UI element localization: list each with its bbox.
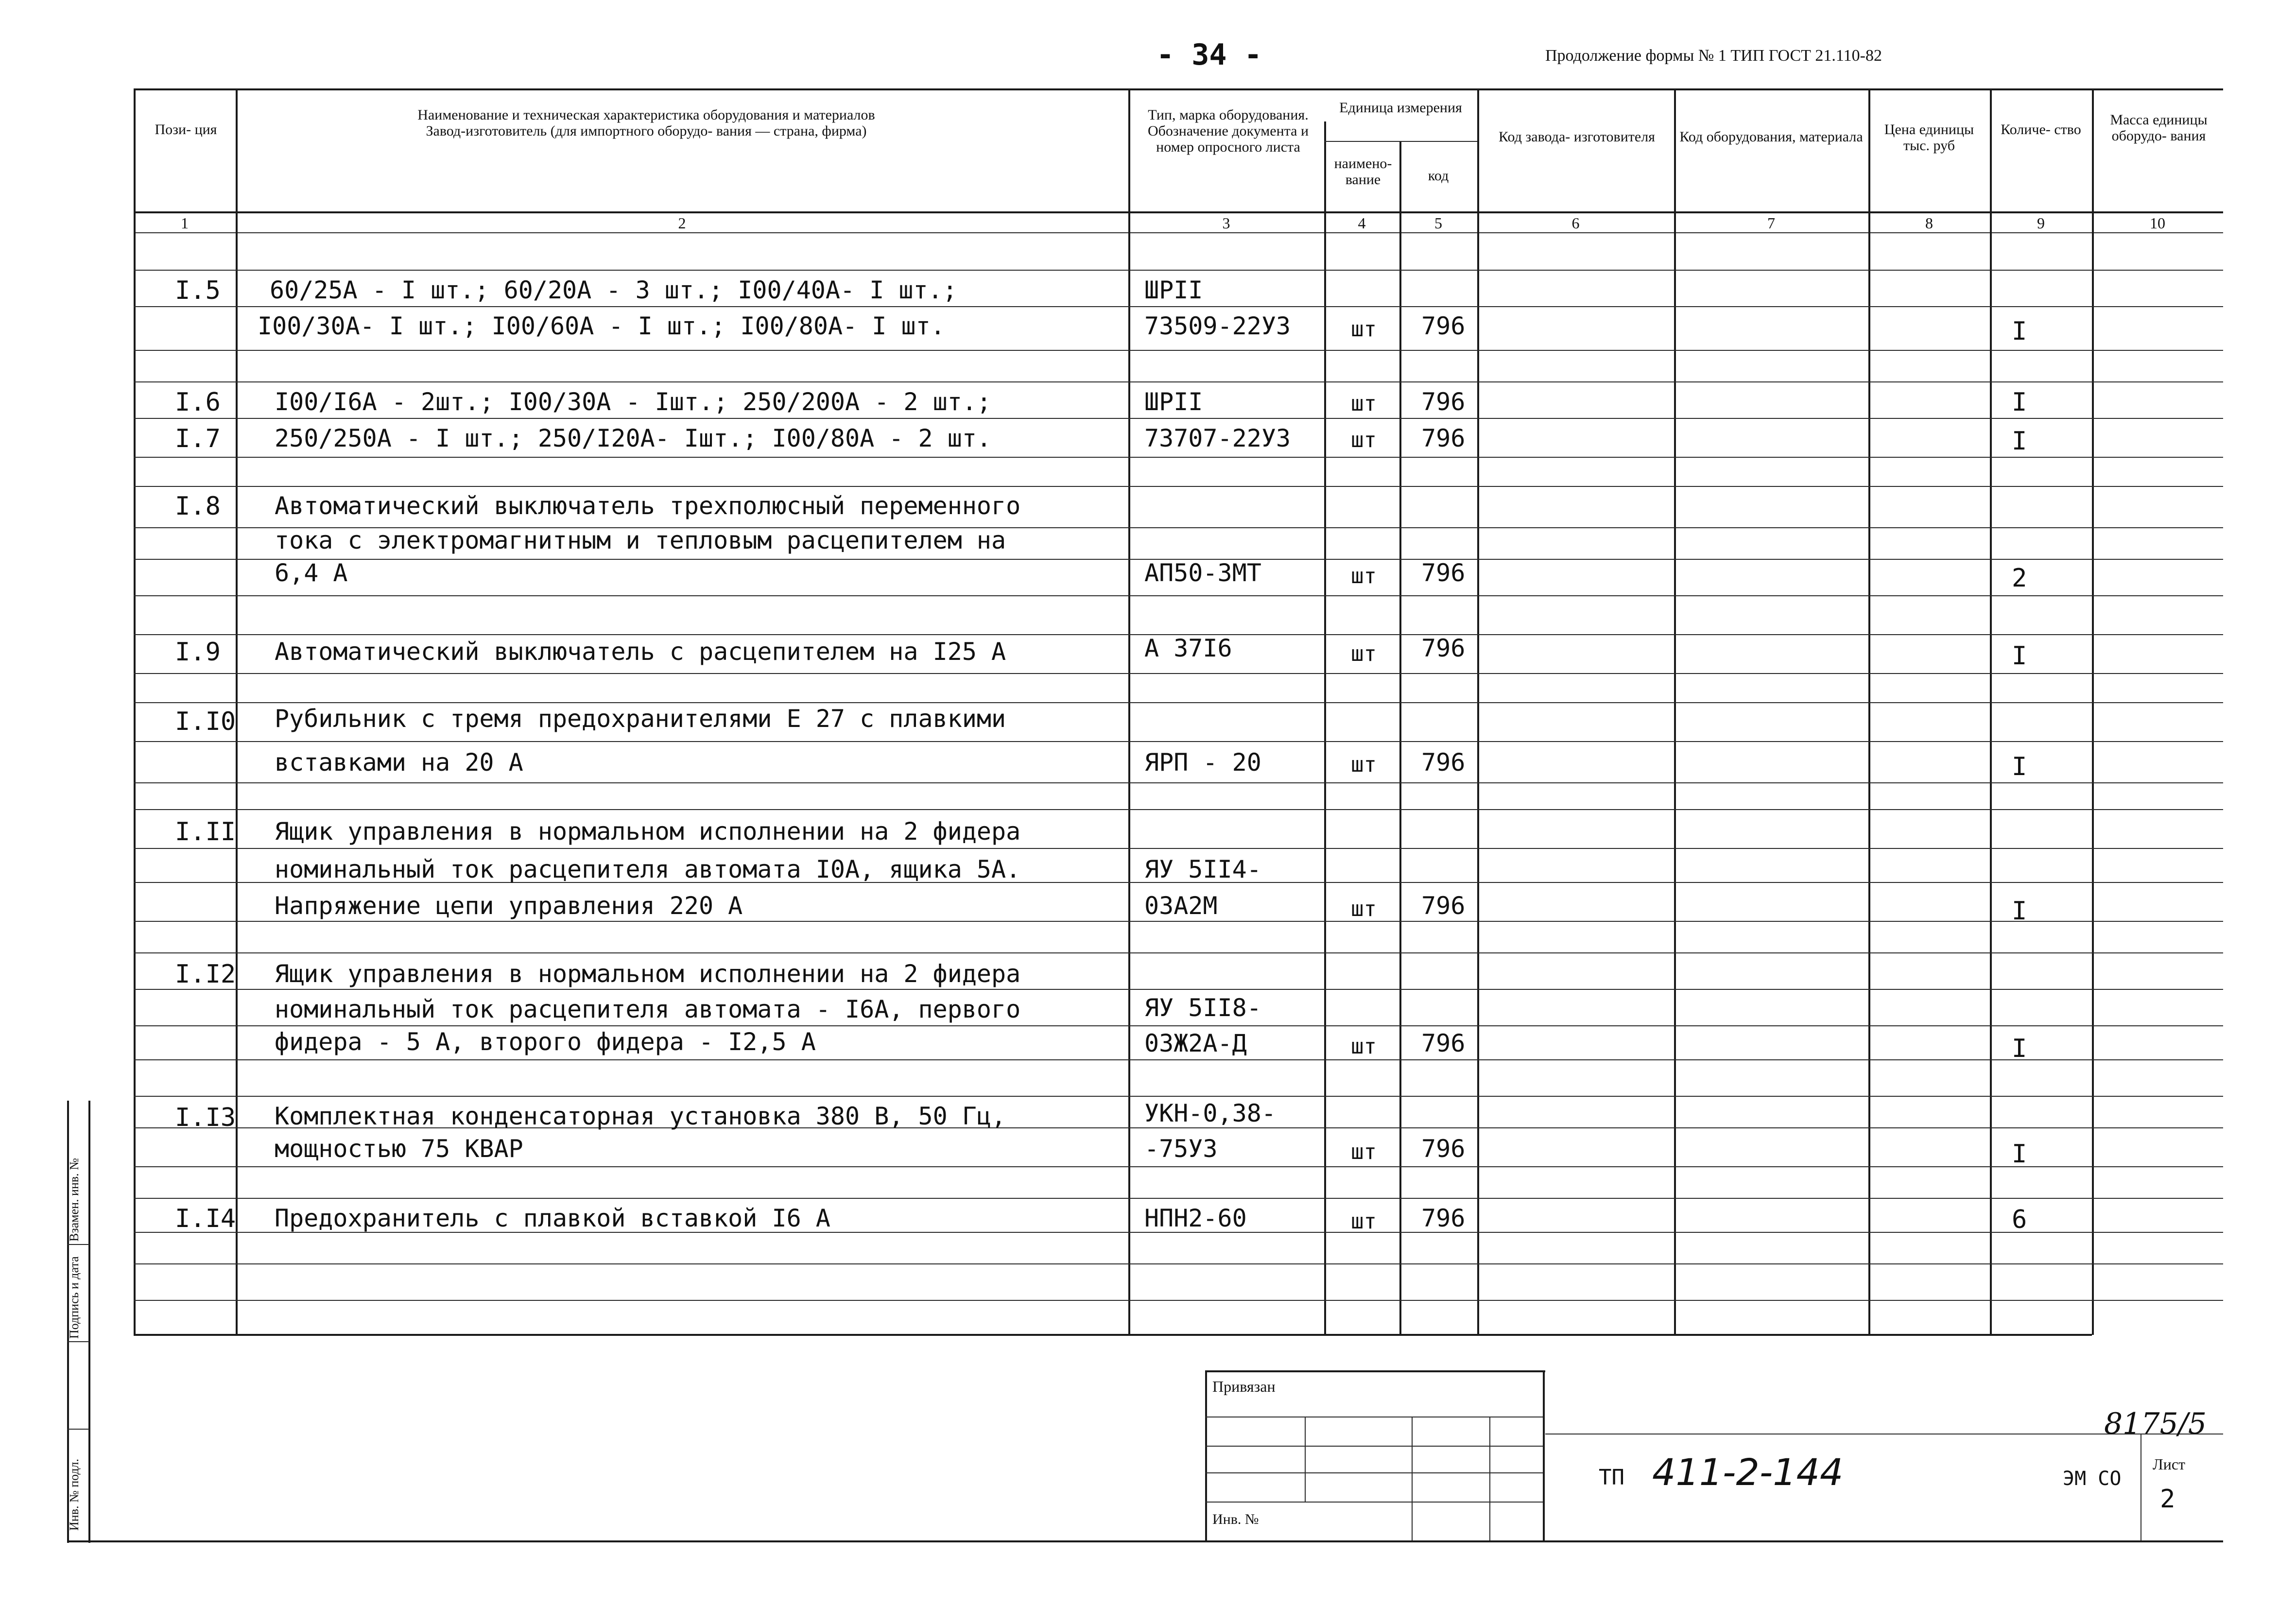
row-type-line: ЯРП - 20 xyxy=(1144,748,1261,777)
row-type-line: А 37I6 xyxy=(1144,634,1232,662)
row-unit-code: 796 xyxy=(1421,1204,1466,1232)
row-description-line: I00/30А- I шт.; I00/60А - I шт.; I00/80А- I шт. xyxy=(258,312,945,340)
row-description-line: 250/250А - I шт.; 250/I20А- Iшт.; I00/80А - 2 шт. xyxy=(275,424,992,452)
row-description-line: номинальный ток расцепителя автомата - I6А, первого xyxy=(275,995,1021,1023)
row-quantity: 6 xyxy=(2012,1205,2027,1234)
row-unit-code: 796 xyxy=(1421,312,1466,340)
row-quantity: 2 xyxy=(2012,564,2027,593)
col-number: 7 xyxy=(1767,214,1775,232)
row-quantity: I xyxy=(2012,1034,2027,1063)
row-unit: шт xyxy=(1351,641,1377,666)
row-unit-code: 796 xyxy=(1421,388,1466,416)
row-unit: шт xyxy=(1351,897,1377,921)
sheet-code: ЭМ СО xyxy=(2063,1468,2122,1490)
row-unit: шт xyxy=(1351,317,1377,342)
row-description-line: Комплектная конденсаторная установка 380 В, 50 Гц, xyxy=(275,1102,1006,1130)
handwritten-number: 8175/5 xyxy=(2104,1407,2207,1441)
row-unit-code: 796 xyxy=(1421,559,1466,587)
col-header-manufacturer-code: Код завода- изготовителя xyxy=(1499,129,1655,145)
col-number: 4 xyxy=(1358,214,1366,232)
row-type-line: ЯУ 5II8- xyxy=(1144,994,1261,1022)
row-type-line: 73509-22У3 xyxy=(1144,312,1291,340)
row-description-line: Ящик управления в нормальном исполнении на 2 фидера xyxy=(275,817,1021,846)
doc-prefix: ТП xyxy=(1599,1465,1624,1490)
row-position: I.6 xyxy=(175,388,221,417)
col-header-unit-code: код xyxy=(1428,168,1449,184)
col-number: 1 xyxy=(181,214,189,232)
row-quantity: I xyxy=(2012,897,2027,926)
row-position: I.5 xyxy=(175,276,221,305)
row-unit: шт xyxy=(1351,1034,1377,1059)
stamp-inv-label: Инв. № xyxy=(1212,1511,1259,1527)
col-number: 5 xyxy=(1434,214,1442,232)
row-position: I.7 xyxy=(175,424,221,453)
row-description-line: номинальный ток расцепителя автомата I0А, ящика 5А. xyxy=(275,855,1021,883)
sheet-number: 2 xyxy=(2160,1485,2175,1514)
col-header-quantity: Количе- ство xyxy=(2001,121,2081,138)
row-type-line: -75У3 xyxy=(1144,1135,1218,1163)
row-quantity: I xyxy=(2012,427,2027,456)
row-unit-code: 796 xyxy=(1421,634,1466,662)
row-description-line: Автоматический выключатель трехполюсный переменного xyxy=(275,492,1021,520)
row-quantity: I xyxy=(2012,752,2027,781)
row-description-line: I00/I6А - 2шт.; I00/30А - Iшт.; 250/200А - 2 шт.; xyxy=(275,388,992,416)
doc-code: 411-2-144 xyxy=(1652,1451,1844,1494)
row-type-line: 03Ж2А-Д xyxy=(1144,1029,1247,1057)
row-unit: шт xyxy=(1351,752,1377,777)
row-description-line: тока с электромагнитным и тепловым расцепителем на xyxy=(275,526,1006,554)
row-description-line: Напряжение цепи управления 220 А xyxy=(275,892,743,920)
row-type-line: 03А2М xyxy=(1144,892,1218,920)
row-description-line: мощностью 75 КВАР xyxy=(275,1135,523,1163)
row-description-line: Рубильник с тремя предохранителями Е 27 с плавкими xyxy=(275,705,1006,733)
sheet-label: Лист xyxy=(2153,1455,2186,1473)
row-description-line: вставками на 20 А xyxy=(275,748,523,777)
row-position: I.I4 xyxy=(175,1204,236,1233)
row-position: I.I3 xyxy=(175,1103,236,1132)
row-unit: шт xyxy=(1351,1209,1377,1234)
row-description-line: Предохранитель с плавкой вставкой I6 А xyxy=(275,1204,830,1232)
row-type-line: ШРII xyxy=(1144,276,1203,304)
side-label-signature-date: Подпись и дата xyxy=(67,1256,81,1339)
col-header-equipment-code: Код оборудования, материала xyxy=(1679,129,1863,145)
row-unit: шт xyxy=(1351,1140,1377,1164)
row-position: I.8 xyxy=(175,492,221,521)
row-description-line: фидера - 5 А, второго фидера - I2,5 А xyxy=(275,1028,816,1056)
row-type-line: ЯУ 5II4- xyxy=(1144,855,1261,883)
col-header-position: Пози- ция xyxy=(155,121,217,138)
col-number: 8 xyxy=(1925,214,1933,232)
row-unit: шт xyxy=(1351,391,1377,416)
row-description-line: Ящик управления в нормальном исполнении на 2 фидера xyxy=(275,960,1021,988)
row-quantity: I xyxy=(2012,641,2027,671)
page-number: - 34 - xyxy=(1157,38,1262,72)
row-type-line: ШРII xyxy=(1144,388,1203,416)
row-position: I.I2 xyxy=(175,960,236,989)
col-number: 9 xyxy=(2037,214,2045,232)
row-unit: шт xyxy=(1351,564,1377,588)
row-position: I.I0 xyxy=(175,707,236,736)
col-header-price: Цена единицы тыс. руб xyxy=(1884,121,1974,154)
row-type-line: АП50-3МТ xyxy=(1144,559,1261,587)
col-header-mass: Масса единицы оборудо- вания xyxy=(2110,112,2208,144)
col-number: 3 xyxy=(1222,214,1230,232)
row-type-line: НПН2-60 xyxy=(1144,1204,1247,1232)
side-label-inv-orig: Инв. № подл. xyxy=(67,1458,81,1531)
col-header-unit-group: Единица измерения xyxy=(1339,100,1462,116)
row-position: I.II xyxy=(175,817,236,847)
row-unit: шт xyxy=(1351,428,1377,452)
col-number: 2 xyxy=(678,214,686,232)
row-quantity: I xyxy=(2012,1140,2027,1169)
row-position: I.9 xyxy=(175,638,221,667)
row-quantity: I xyxy=(2012,388,2027,417)
row-description-line: Автоматический выключатель с расцепителем на I25 А xyxy=(275,638,1006,666)
row-unit-code: 796 xyxy=(1421,892,1466,920)
col-header-type: Тип, марка оборудования. Обозначение документа и номер опросного листа xyxy=(1148,107,1309,155)
row-quantity: I xyxy=(2012,317,2027,346)
row-type-line: 73707-22У3 xyxy=(1144,424,1291,452)
row-description-line: 6,4 А xyxy=(275,559,348,587)
row-unit-code: 796 xyxy=(1421,748,1466,777)
form-title: Продолжение формы № 1 ТИП ГОСТ 21.110-82 xyxy=(1545,47,1882,65)
row-unit-code: 796 xyxy=(1421,1029,1466,1057)
col-header-name: Наименование и техническая характеристика оборудования и материалов Завод-изготовитель (для импортного оборудо- вания — страна, фирма) xyxy=(417,107,875,139)
row-type-line: УКН-0,38- xyxy=(1144,1099,1276,1127)
row-description-line: 60/25А - I шт.; 60/20А - 3 шт.; I00/40А- I шт.; xyxy=(270,276,957,304)
col-number: 6 xyxy=(1571,214,1580,232)
row-unit-code: 796 xyxy=(1421,1135,1466,1163)
col-number: 10 xyxy=(2150,214,2165,232)
side-label-replaced-inv: Взамен. инв. № xyxy=(67,1158,81,1242)
col-header-unit-name: наимено- вание xyxy=(1334,156,1392,188)
stamp-bound-label: Привязан xyxy=(1212,1378,1276,1395)
row-unit-code: 796 xyxy=(1421,424,1466,452)
